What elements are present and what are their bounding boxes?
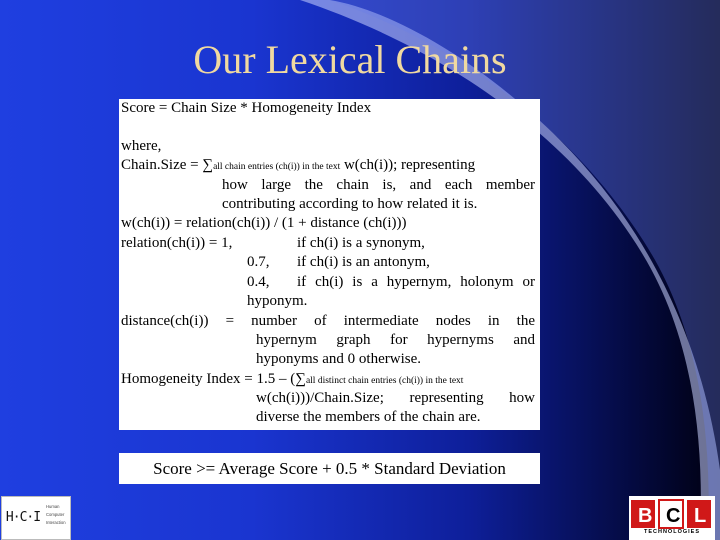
formula-line-chainsize-desc-2: contributing according to how related it is.: [222, 196, 478, 212]
bcl-logo-subtitle: TECHNOLOGIES: [643, 529, 700, 535]
threshold-formula: Score >= Average Score + 0.5 * Standard Deviation: [119, 453, 540, 484]
bcl-letter: B: [638, 505, 653, 527]
bcl-letter: L: [694, 505, 707, 527]
formula-line-homogeneity-desc-1: w(ch(i)))/Chain.Size; representing how: [256, 390, 535, 406]
chainsize-rhs: w(ch(i)); representing: [340, 157, 476, 173]
hci-logo-words: [46, 503, 66, 527]
formula-line-relation-antonym-cond: if ch(i) is an antonym,: [297, 254, 430, 270]
hci-logo-word: Human: [46, 504, 60, 509]
slide-title: Our Lexical Chains: [193, 37, 507, 82]
formula-line-relation-hypernym-cond: if ch(i) is a hypernym, holonym or: [297, 274, 535, 290]
hci-logo-word: Interaction: [46, 520, 66, 525]
hci-logo-word: Computer: [46, 512, 65, 517]
bcl-logo: [629, 496, 715, 540]
formula-line-chainsize: [121, 156, 475, 177]
bcl-logo-letters: [635, 504, 709, 528]
formula-line-relation-hyponym: hyponym.: [247, 293, 308, 309]
formula-line-distance-desc-2: hyponyms and 0 otherwise.: [256, 351, 421, 367]
homogeneity-sum-range: all distinct chain entries (ch(i)) in the text: [305, 376, 464, 386]
formula-line-score: Score = Chain Size * Homogeneity Index: [121, 100, 372, 116]
formula-line-relation-synonym-value: relation(ch(i)) = 1,: [121, 235, 233, 251]
chainsize-sum-range: all chain entries (ch(i)) in the text: [213, 162, 341, 172]
formula-line-distance: distance(ch(i)) = number of intermediate nodes in the: [121, 313, 535, 329]
formula-line-weight: w(ch(i)) = relation(ch(i)) / (1 + distance (ch(i))): [121, 215, 407, 231]
formula-line-relation-hypernym-value: 0.4,: [247, 274, 270, 290]
chainsize-lhs: Chain.Size = ∑: [121, 157, 214, 173]
formula-line-homogeneity-desc-2: diverse the members of the chain are.: [256, 409, 481, 425]
bcl-letter: C: [666, 505, 681, 527]
formula-line-chainsize-desc-1: how large the chain is, and each member: [222, 177, 535, 193]
formula-line-distance-desc-1: hypernym graph for hypernyms and: [256, 332, 535, 348]
hci-logo-mark: H·C·I: [5, 510, 41, 525]
hci-logo: [1, 496, 71, 540]
homogeneity-lhs: Homogeneity Index = 1.5 – (∑: [121, 371, 306, 387]
formula-line-relation-antonym-value: 0.7,: [247, 254, 270, 270]
formula-panel: [119, 99, 540, 430]
formula-line-relation-synonym-cond: if ch(i) is a synonym,: [297, 235, 425, 251]
formula-line-where: where,: [121, 138, 162, 154]
